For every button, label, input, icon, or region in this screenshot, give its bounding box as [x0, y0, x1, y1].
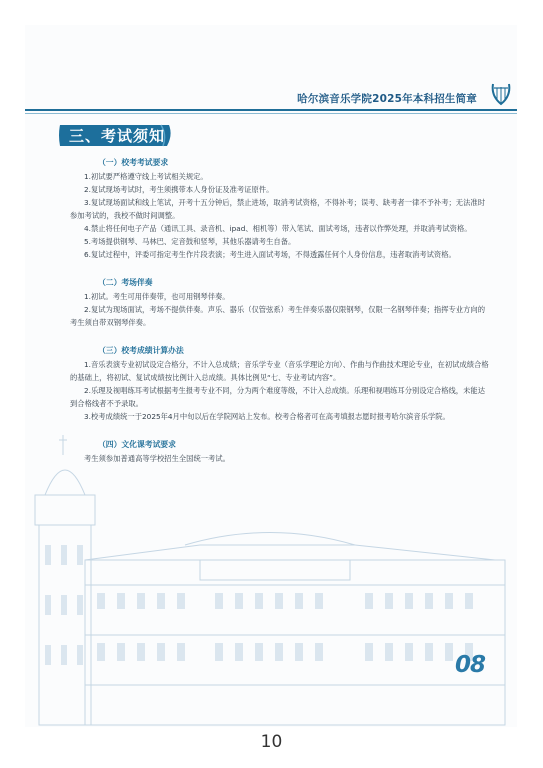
subsection-accompaniment — [70, 276, 490, 329]
subsection-exam-requirements — [70, 156, 490, 261]
subsection-heading: （四）文化课考试要求 — [98, 440, 176, 449]
paragraph: 1.音乐表演专业初试设定合格分，不计入总成绩；音乐学专业（音乐学理论方向）、作曲与作曲技术理论专业，在初试成绩合格的基础上，将初试、复试成绩按比例计入总成绩。具体比例见“七、专业考试内容”。 — [70, 360, 489, 382]
subsection-heading: （一）校考考试要求 — [98, 158, 169, 167]
subsection-score-calculation — [70, 344, 490, 423]
brochure-page — [25, 25, 517, 727]
paragraph: 2.复试现场考试时，考生须携带本人身份证及准考证原件。 — [84, 185, 274, 194]
paragraph: 2.乐理及视唱练耳考试根据考生报考专业不同，分为两个难度等级，不计入总成绩。乐理和视唱练耳分别设定合格线，未能达到合格线者不予录取。 — [70, 386, 485, 408]
section-title: 三、考试须知 — [69, 127, 166, 145]
paragraph: 4.禁止将任何电子产品（通讯工具、录音机、ipad、相机等）带入笔试、面试考场，违者以作弊处理，并取消考试资格。 — [84, 224, 472, 233]
subsection-heading: （二）考场伴奏 — [98, 278, 153, 287]
brochure-title: 哈尔滨音乐学院2025年本科招生简章 — [297, 93, 477, 105]
header-rule-thin — [25, 113, 517, 114]
paragraph: 6.复试过程中，评委可指定考生作片段表演；考生进入面试考场，不得透露任何个人身份信息，违者取消考试资格。 — [84, 250, 456, 259]
paragraph: 3.校考成绩统一于2025年4月中旬以后在学院网站上发布。校考合格者可在高考填报志愿时报考哈尔滨音乐学院。 — [84, 412, 450, 421]
paragraph: 2.复试为现场面试，考场不提供伴奏。声乐、器乐（仅管弦系）考生伴奏乐器仅限钢琴，仅限一名钢琴伴奏；指挥专业方向的考生须自带双钢琴伴奏。 — [70, 305, 485, 327]
subsection-heading: （三）校考成绩计算办法 — [98, 346, 184, 355]
subsection-cultural-exam — [70, 438, 490, 465]
paragraph: 3.复试现场面试和线上笔试，开考十五分钟后，禁止进场，取消考试资格，不得补考；误考、缺考者一律不予补考；无法准时参加考试的，我校不做时间调整。 — [70, 198, 485, 220]
paragraph: 1.初试要严格遵守线上考试相关规定。 — [84, 172, 208, 181]
page-number: 10 — [260, 732, 283, 752]
section-content — [70, 156, 490, 465]
section-banner — [57, 123, 175, 148]
header-rule — [25, 109, 517, 111]
section-page-badge: 08 — [454, 652, 485, 678]
lyre-icon — [489, 80, 513, 108]
paragraph: 考生须参加普通高等学校招生全国统一考试。 — [84, 454, 230, 463]
paragraph: 5.考场提供钢琴、马林巴、定音鼓和竖琴，其他乐器请考生自备。 — [84, 237, 296, 246]
paragraph: 1.初试。考生可用伴奏带，也可用钢琴伴奏。 — [84, 292, 230, 301]
